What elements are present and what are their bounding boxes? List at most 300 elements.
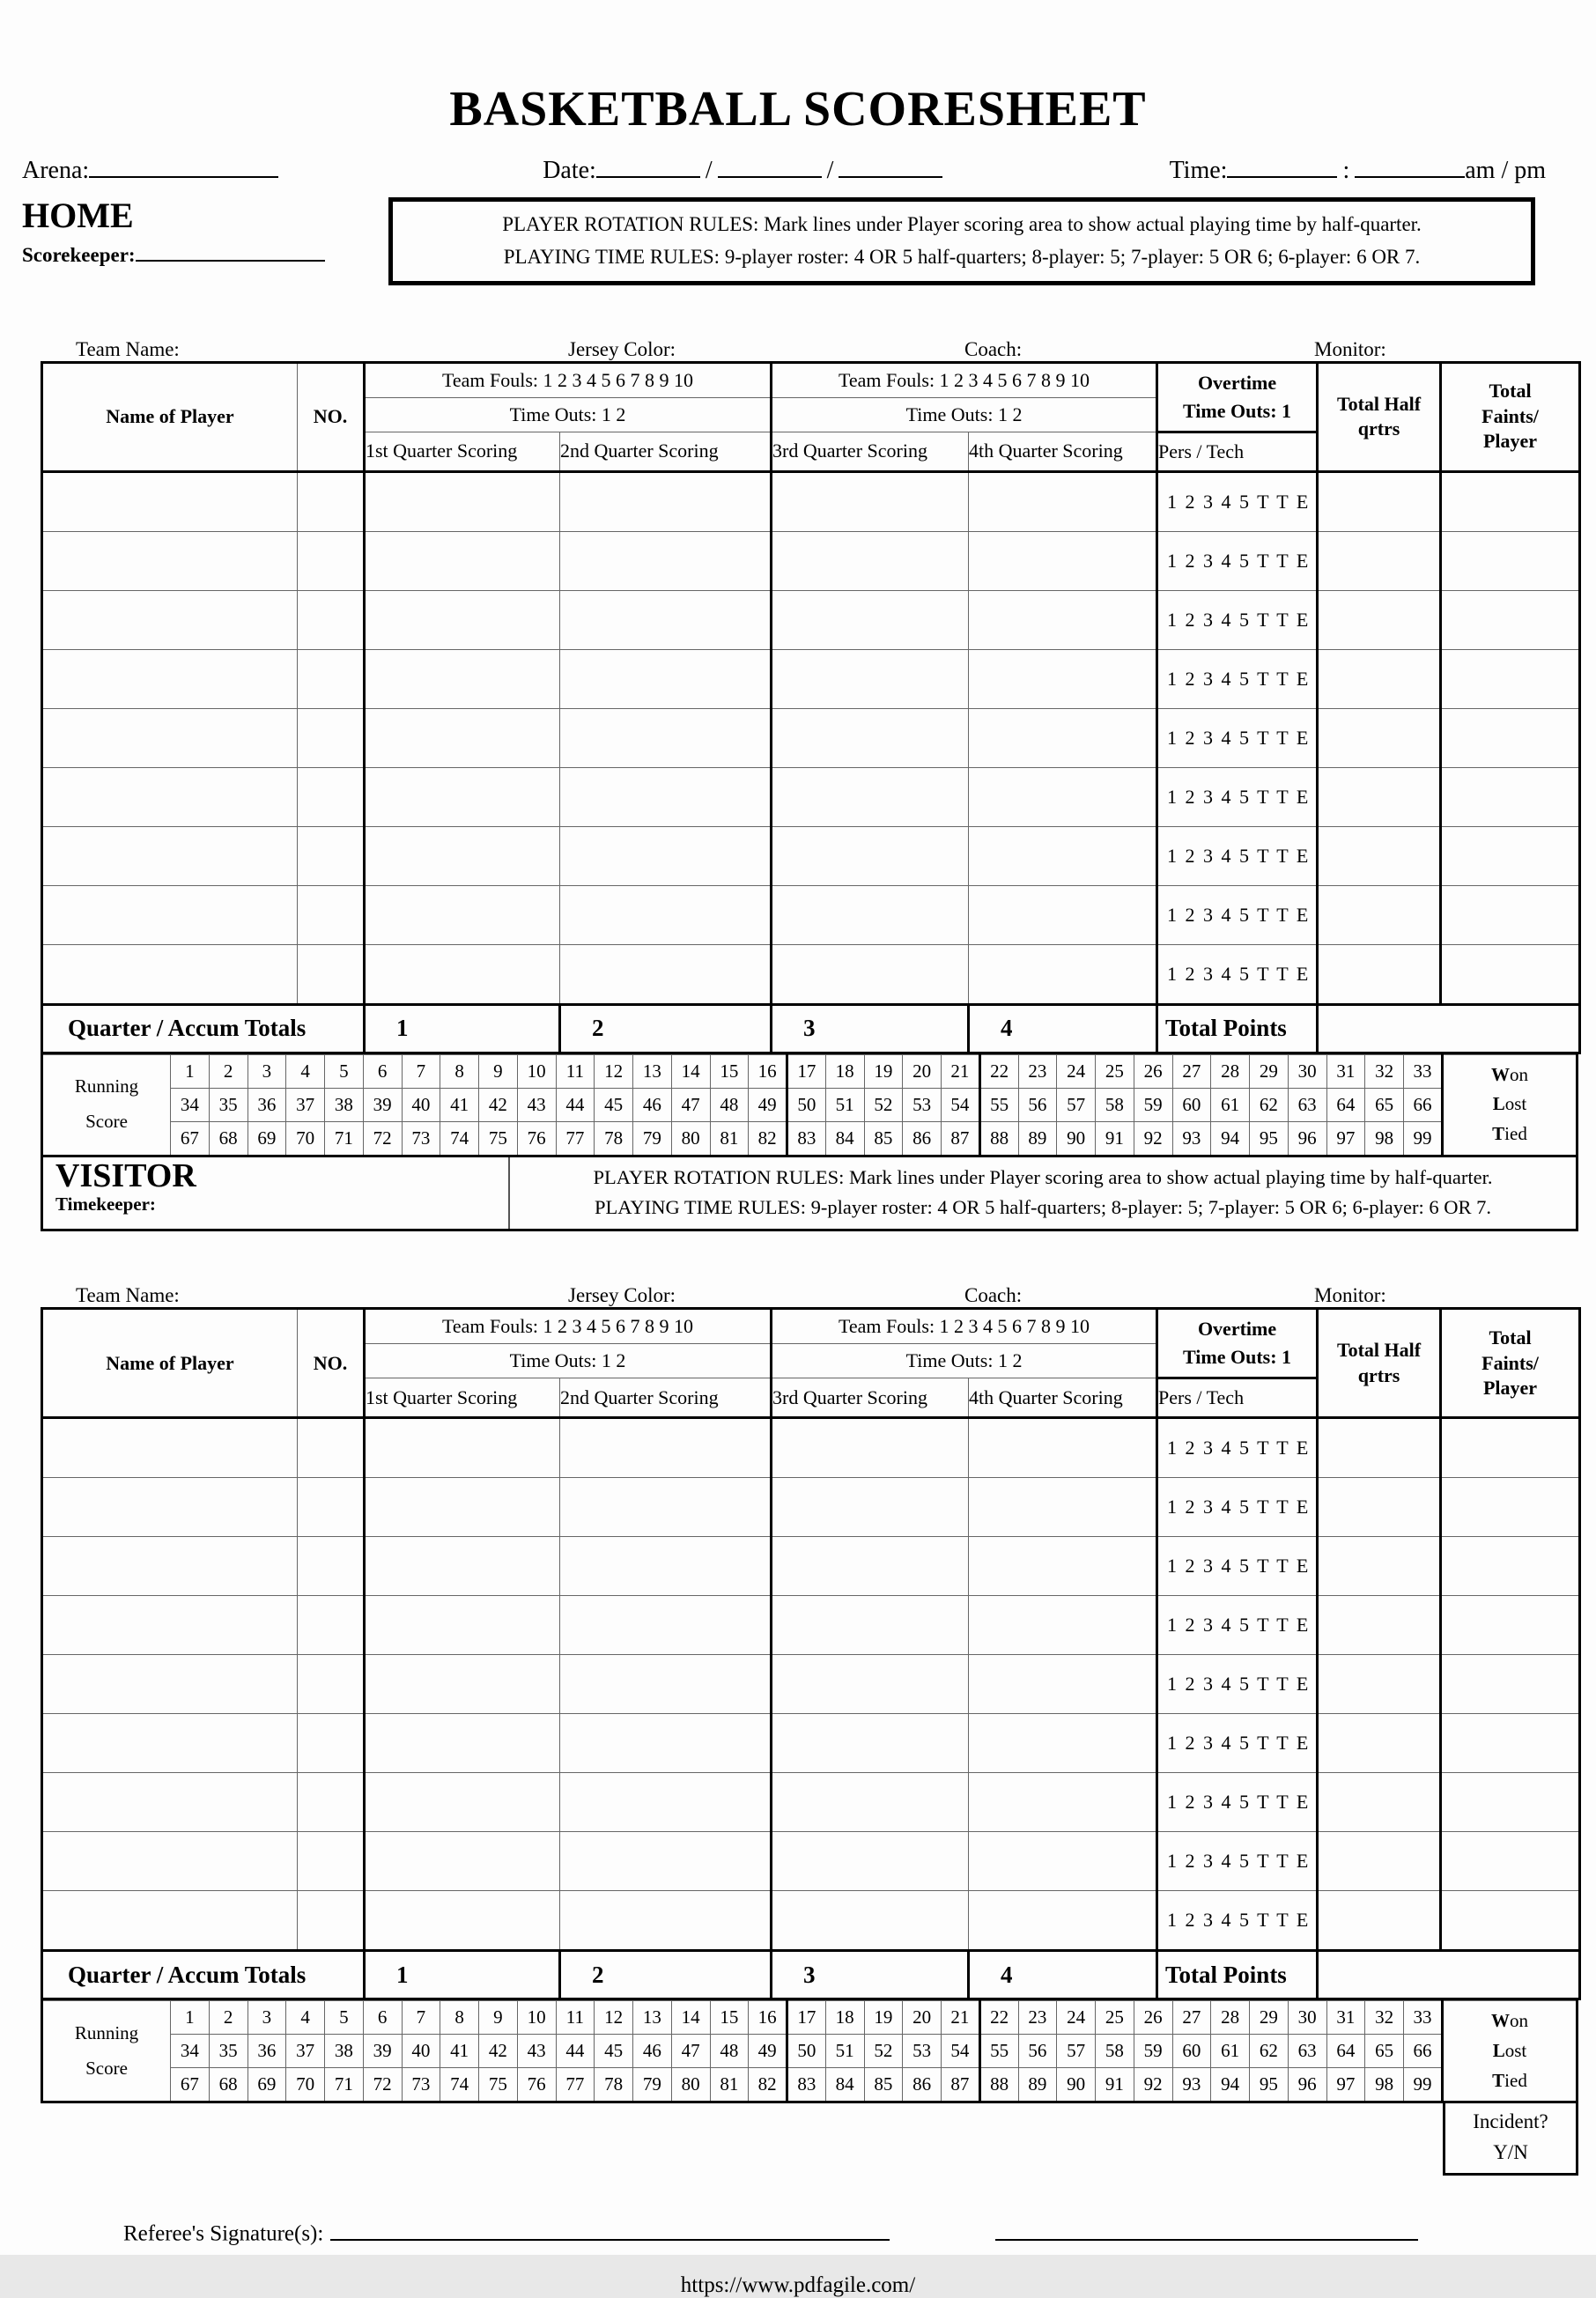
running-score-number[interactable]: 22 [979,1054,1018,1088]
player-faints-cell[interactable] [1441,1891,1580,1951]
running-score-number[interactable]: 92 [1134,2068,1172,2102]
player-pers-cell[interactable]: 1 2 3 4 5 T T E [1157,1832,1318,1891]
running-score-number[interactable]: 46 [633,1088,672,1121]
player-name-cell[interactable] [42,944,298,1004]
player-no-cell[interactable] [298,1655,365,1714]
player-q4-cell[interactable] [969,1773,1157,1832]
running-score-number[interactable]: 39 [363,2035,402,2068]
running-score-number[interactable]: 90 [1057,1121,1096,1156]
running-score-number[interactable]: 42 [479,2035,518,2068]
player-faints-cell[interactable] [1441,471,1580,531]
player-q2-cell[interactable] [560,1418,772,1478]
player-q1-cell[interactable] [365,649,560,708]
running-score-number[interactable]: 61 [1211,1088,1250,1121]
player-q2-cell[interactable] [560,767,772,826]
player-q2-cell[interactable] [560,649,772,708]
total-points-cell[interactable] [1318,1004,1580,1053]
running-score-number[interactable]: 39 [363,1088,402,1121]
running-score-number[interactable]: 80 [671,1121,710,1156]
running-score-number[interactable]: 51 [825,1088,864,1121]
running-score-number[interactable]: 66 [1404,1088,1443,1121]
player-name-cell[interactable] [42,767,298,826]
player-q1-cell[interactable] [365,1891,560,1951]
player-half-cell[interactable] [1318,649,1441,708]
running-score-number[interactable]: 47 [671,2035,710,2068]
running-score-number[interactable]: 11 [556,2001,595,2035]
result-option[interactable]: Tied [1492,1122,1527,1144]
player-pers-cell[interactable]: 1 2 3 4 5 T T E [1157,531,1318,590]
running-score-number[interactable]: 68 [209,2068,248,2102]
player-faints-cell[interactable] [1441,1655,1580,1714]
running-score-number[interactable]: 19 [864,2001,903,2035]
timeouts-scale-2nd-half[interactable]: Time Outs: 1 2 [772,1344,1157,1378]
player-faints-cell[interactable] [1441,1537,1580,1596]
q1-total-cell[interactable]: 1 [365,1951,560,1999]
running-score-number[interactable]: 73 [402,1121,440,1156]
player-q3-cell[interactable] [772,767,969,826]
player-q3-cell[interactable] [772,1655,969,1714]
player-q4-cell[interactable] [969,1655,1157,1714]
running-score-number[interactable]: 60 [1172,2035,1211,2068]
player-pers-cell[interactable]: 1 2 3 4 5 T T E [1157,708,1318,767]
running-score-number[interactable]: 29 [1250,2001,1289,2035]
player-no-cell[interactable] [298,1714,365,1773]
player-faints-cell[interactable] [1441,1596,1580,1655]
player-pers-cell[interactable]: 1 2 3 4 5 T T E [1157,885,1318,944]
running-score-number[interactable]: 33 [1404,1054,1443,1088]
won-lost-tied-box[interactable] [1443,1054,1578,1156]
running-score-number[interactable]: 64 [1326,1088,1365,1121]
player-q1-cell[interactable] [365,826,560,885]
player-q1-cell[interactable] [365,1596,560,1655]
result-option[interactable]: Won [1491,2010,1528,2032]
result-option[interactable]: Won [1491,1063,1528,1085]
player-half-cell[interactable] [1318,1891,1441,1951]
player-q4-cell[interactable] [969,1891,1157,1951]
running-score-number[interactable]: 78 [595,2068,633,2102]
running-score-number[interactable]: 35 [209,1088,248,1121]
running-score-number[interactable]: 95 [1250,2068,1289,2102]
running-score-number[interactable]: 49 [749,2035,787,2068]
running-score-number[interactable]: 37 [286,2035,325,2068]
running-score-number[interactable]: 71 [325,1121,364,1156]
player-pers-cell[interactable]: 1 2 3 4 5 T T E [1157,944,1318,1004]
running-score-number[interactable]: 28 [1211,2001,1250,2035]
player-q3-cell[interactable] [772,1478,969,1537]
running-score-number[interactable]: 36 [248,1088,286,1121]
player-half-cell[interactable] [1318,1714,1441,1773]
player-faints-cell[interactable] [1441,1714,1580,1773]
player-q4-cell[interactable] [969,1478,1157,1537]
q1-total-cell[interactable]: 1 [365,1004,560,1053]
player-q3-cell[interactable] [772,531,969,590]
time-minute-input[interactable] [1355,151,1465,178]
player-name-cell[interactable] [42,531,298,590]
running-score-number[interactable]: 67 [171,1121,210,1156]
running-score-number[interactable]: 94 [1211,1121,1250,1156]
player-q2-cell[interactable] [560,471,772,531]
player-q4-cell[interactable] [969,649,1157,708]
player-no-cell[interactable] [298,826,365,885]
player-q2-cell[interactable] [560,590,772,649]
running-score-number[interactable]: 23 [1018,1054,1057,1088]
running-score-number[interactable]: 21 [942,1054,980,1088]
running-score-number[interactable]: 84 [825,2068,864,2102]
running-score-number[interactable]: 77 [556,1121,595,1156]
player-pers-cell[interactable]: 1 2 3 4 5 T T E [1157,1478,1318,1537]
player-no-cell[interactable] [298,1537,365,1596]
running-score-number[interactable]: 68 [209,1121,248,1156]
player-half-cell[interactable] [1318,1478,1441,1537]
team-name-label[interactable]: Team Name: [76,1284,180,1307]
player-half-cell[interactable] [1318,885,1441,944]
q3-total-cell[interactable]: 3 [772,1004,969,1053]
player-half-cell[interactable] [1318,1596,1441,1655]
running-score-number[interactable]: 24 [1057,2001,1096,2035]
player-q2-cell[interactable] [560,531,772,590]
player-no-cell[interactable] [298,1596,365,1655]
running-score-number[interactable]: 65 [1365,1088,1404,1121]
running-score-number[interactable]: 4 [286,1054,325,1088]
player-q2-cell[interactable] [560,1891,772,1951]
running-score-number[interactable]: 2 [209,1054,248,1088]
player-q1-cell[interactable] [365,708,560,767]
running-score-number[interactable]: 59 [1134,1088,1172,1121]
running-score-number[interactable]: 76 [517,1121,556,1156]
player-q3-cell[interactable] [772,1537,969,1596]
running-score-number[interactable]: 43 [517,1088,556,1121]
player-half-cell[interactable] [1318,1537,1441,1596]
running-score-number[interactable]: 97 [1326,2068,1365,2102]
player-faints-cell[interactable] [1441,944,1580,1004]
player-no-cell[interactable] [298,1832,365,1891]
running-score-number[interactable]: 57 [1057,1088,1096,1121]
player-q3-cell[interactable] [772,1773,969,1832]
running-score-number[interactable]: 38 [325,2035,364,2068]
running-score-number[interactable]: 6 [363,2001,402,2035]
running-score-number[interactable]: 8 [440,1054,479,1088]
player-pers-cell[interactable]: 1 2 3 4 5 T T E [1157,1655,1318,1714]
running-score-number[interactable]: 16 [749,1054,787,1088]
player-name-cell[interactable] [42,1418,298,1478]
player-q2-cell[interactable] [560,1832,772,1891]
overtime-timeouts-header[interactable]: Overtime Time Outs: 1 [1157,362,1318,432]
player-faints-cell[interactable] [1441,531,1580,590]
running-score-number[interactable]: 6 [363,1054,402,1088]
running-score-number[interactable]: 18 [825,2001,864,2035]
running-score-number[interactable]: 54 [942,2035,980,2068]
coach-label[interactable]: Coach: [964,337,1023,360]
player-q3-cell[interactable] [772,1596,969,1655]
running-score-number[interactable]: 10 [517,1054,556,1088]
player-pers-cell[interactable]: 1 2 3 4 5 T T E [1157,1714,1318,1773]
running-score-number[interactable]: 89 [1018,2068,1057,2102]
player-q3-cell[interactable] [772,1714,969,1773]
player-half-cell[interactable] [1318,1773,1441,1832]
running-score-number[interactable]: 46 [633,2035,672,2068]
running-score-number[interactable]: 7 [402,1054,440,1088]
running-score-number[interactable]: 98 [1365,1121,1404,1156]
player-q4-cell[interactable] [969,471,1157,531]
player-faints-cell[interactable] [1441,1773,1580,1832]
player-q2-cell[interactable] [560,1596,772,1655]
player-q2-cell[interactable] [560,1478,772,1537]
running-score-number[interactable]: 87 [942,1121,980,1156]
running-score-number[interactable]: 64 [1326,2035,1365,2068]
running-score-number[interactable]: 30 [1288,1054,1326,1088]
running-score-number[interactable]: 65 [1365,2035,1404,2068]
team-fouls-scale-1st-half[interactable]: Team Fouls: 1 2 3 4 5 6 7 8 9 10 [365,362,772,397]
running-score-number[interactable]: 74 [440,2068,479,2102]
running-score-number[interactable]: 16 [749,2001,787,2035]
player-pers-cell[interactable]: 1 2 3 4 5 T T E [1157,1891,1318,1951]
running-score-number[interactable]: 70 [286,2068,325,2102]
player-half-cell[interactable] [1318,1655,1441,1714]
player-name-cell[interactable] [42,1891,298,1951]
player-name-cell[interactable] [42,1596,298,1655]
player-no-cell[interactable] [298,471,365,531]
date-month-input[interactable] [596,151,700,178]
running-score-number[interactable]: 5 [325,1054,364,1088]
running-score-number[interactable]: 52 [864,1088,903,1121]
running-score-number[interactable]: 1 [171,2001,210,2035]
running-score-number[interactable]: 43 [517,2035,556,2068]
running-score-number[interactable]: 9 [479,2001,518,2035]
running-score-number[interactable]: 30 [1288,2001,1326,2035]
running-score-number[interactable]: 26 [1134,2001,1172,2035]
running-score-number[interactable]: 34 [171,1088,210,1121]
running-score-number[interactable]: 50 [787,1088,826,1121]
player-q4-cell[interactable] [969,1714,1157,1773]
running-score-number[interactable]: 41 [440,1088,479,1121]
running-score-number[interactable]: 89 [1018,1121,1057,1156]
running-score-number[interactable]: 32 [1365,1054,1404,1088]
running-score-number[interactable]: 31 [1326,2001,1365,2035]
running-score-number[interactable]: 7 [402,2001,440,2035]
running-score-number[interactable]: 79 [633,2068,672,2102]
running-score-number[interactable]: 93 [1172,1121,1211,1156]
running-score-number[interactable]: 75 [479,2068,518,2102]
player-faints-cell[interactable] [1441,826,1580,885]
player-pers-cell[interactable]: 1 2 3 4 5 T T E [1157,767,1318,826]
date-year-input[interactable] [839,151,942,178]
running-score-number[interactable]: 27 [1172,1054,1211,1088]
player-no-cell[interactable] [298,1891,365,1951]
monitor-label[interactable]: Monitor: [1314,337,1386,360]
running-score-number[interactable]: 36 [248,2035,286,2068]
player-q1-cell[interactable] [365,1714,560,1773]
running-score-number[interactable]: 26 [1134,1054,1172,1088]
player-q1-cell[interactable] [365,531,560,590]
player-q1-cell[interactable] [365,944,560,1004]
running-score-number[interactable]: 12 [595,2001,633,2035]
running-score-number[interactable]: 50 [787,2035,826,2068]
running-score-number[interactable]: 13 [633,2001,672,2035]
running-score-number[interactable]: 88 [979,1121,1018,1156]
running-score-number[interactable]: 45 [595,2035,633,2068]
running-score-number[interactable]: 83 [787,1121,826,1156]
running-score-number[interactable]: 61 [1211,2035,1250,2068]
result-option[interactable]: Tied [1492,2069,1527,2091]
running-score-number[interactable]: 57 [1057,2035,1096,2068]
running-score-number[interactable]: 15 [710,1054,749,1088]
running-score-number[interactable]: 10 [517,2001,556,2035]
q2-total-cell[interactable]: 2 [560,1004,772,1053]
player-no-cell[interactable] [298,767,365,826]
player-faints-cell[interactable] [1441,1478,1580,1537]
running-score-number[interactable]: 19 [864,1054,903,1088]
player-faints-cell[interactable] [1441,885,1580,944]
running-score-number[interactable]: 63 [1288,1088,1326,1121]
won-lost-tied-box[interactable] [1443,2001,1578,2102]
running-score-number[interactable]: 69 [248,1121,286,1156]
ampm-label[interactable]: am / pm [1465,157,1546,184]
running-score-number[interactable]: 18 [825,1054,864,1088]
player-pers-cell[interactable]: 1 2 3 4 5 T T E [1157,1418,1318,1478]
result-option[interactable]: Lost [1492,2040,1527,2062]
running-score-number[interactable]: 52 [864,2035,903,2068]
player-faints-cell[interactable] [1441,590,1580,649]
player-half-cell[interactable] [1318,708,1441,767]
running-score-number[interactable]: 59 [1134,2035,1172,2068]
team-fouls-scale-2nd-half[interactable]: Team Fouls: 1 2 3 4 5 6 7 8 9 10 [772,1309,1157,1344]
running-score-number[interactable]: 72 [363,2068,402,2102]
player-faints-cell[interactable] [1441,1832,1580,1891]
running-score-number[interactable]: 49 [749,1088,787,1121]
player-no-cell[interactable] [298,944,365,1004]
q2-total-cell[interactable]: 2 [560,1951,772,1999]
running-score-number[interactable]: 42 [479,1088,518,1121]
running-score-number[interactable]: 88 [979,2068,1018,2102]
player-q2-cell[interactable] [560,708,772,767]
player-q4-cell[interactable] [969,1832,1157,1891]
running-score-number[interactable]: 20 [903,1054,942,1088]
running-score-number[interactable]: 54 [942,1088,980,1121]
running-score-number[interactable]: 62 [1250,2035,1289,2068]
player-half-cell[interactable] [1318,590,1441,649]
player-q4-cell[interactable] [969,1596,1157,1655]
running-score-number[interactable]: 99 [1404,2068,1443,2102]
jersey-color-label[interactable]: Jersey Color: [568,1284,676,1307]
player-q3-cell[interactable] [772,885,969,944]
player-q1-cell[interactable] [365,1655,560,1714]
player-faints-cell[interactable] [1441,1418,1580,1478]
player-pers-cell[interactable]: 1 2 3 4 5 T T E [1157,826,1318,885]
running-score-number[interactable]: 29 [1250,1054,1289,1088]
running-score-number[interactable]: 75 [479,1121,518,1156]
player-name-cell[interactable] [42,1714,298,1773]
running-score-number[interactable]: 31 [1326,1054,1365,1088]
running-score-number[interactable]: 17 [787,1054,826,1088]
player-q3-cell[interactable] [772,1832,969,1891]
player-q3-cell[interactable] [772,649,969,708]
player-half-cell[interactable] [1318,1832,1441,1891]
running-score-number[interactable]: 82 [749,1121,787,1156]
player-q4-cell[interactable] [969,1537,1157,1596]
running-score-number[interactable]: 3 [248,2001,286,2035]
player-q1-cell[interactable] [365,1537,560,1596]
running-score-number[interactable]: 66 [1404,2035,1443,2068]
player-q1-cell[interactable] [365,1478,560,1537]
player-name-cell[interactable] [42,1537,298,1596]
running-score-number[interactable]: 96 [1288,2068,1326,2102]
player-q1-cell[interactable] [365,767,560,826]
running-score-number[interactable]: 81 [710,1121,749,1156]
player-q3-cell[interactable] [772,590,969,649]
running-score-number[interactable]: 45 [595,1088,633,1121]
running-score-number[interactable]: 76 [517,2068,556,2102]
running-score-number[interactable]: 44 [556,2035,595,2068]
player-no-cell[interactable] [298,1418,365,1478]
player-faints-cell[interactable] [1441,767,1580,826]
player-q2-cell[interactable] [560,826,772,885]
timeouts-scale-1st-half[interactable]: Time Outs: 1 2 [365,397,772,432]
coach-label[interactable]: Coach: [964,1284,1023,1307]
total-points-cell[interactable] [1318,1951,1580,1999]
scorekeeper-input[interactable] [136,240,325,262]
running-score-number[interactable]: 97 [1326,1121,1365,1156]
player-no-cell[interactable] [298,1478,365,1537]
running-score-number[interactable]: 33 [1404,2001,1443,2035]
player-half-cell[interactable] [1318,767,1441,826]
running-score-number[interactable]: 80 [671,2068,710,2102]
player-pers-cell[interactable]: 1 2 3 4 5 T T E [1157,590,1318,649]
running-score-number[interactable]: 11 [556,1054,595,1088]
running-score-number[interactable]: 24 [1057,1054,1096,1088]
running-score-number[interactable]: 82 [749,2068,787,2102]
player-pers-cell[interactable]: 1 2 3 4 5 T T E [1157,649,1318,708]
referee-signature-input-2[interactable] [995,2214,1418,2241]
running-score-number[interactable]: 72 [363,1121,402,1156]
running-score-number[interactable]: 70 [286,1121,325,1156]
player-no-cell[interactable] [298,708,365,767]
player-name-cell[interactable] [42,885,298,944]
running-score-number[interactable]: 4 [286,2001,325,2035]
q3-total-cell[interactable]: 3 [772,1951,969,1999]
running-score-number[interactable]: 62 [1250,1088,1289,1121]
running-score-number[interactable]: 55 [979,2035,1018,2068]
running-score-number[interactable]: 53 [903,1088,942,1121]
running-score-number[interactable]: 22 [979,2001,1018,2035]
timeouts-scale-1st-half[interactable]: Time Outs: 1 2 [365,1344,772,1378]
running-score-number[interactable]: 1 [171,1054,210,1088]
player-q4-cell[interactable] [969,531,1157,590]
running-score-number[interactable]: 58 [1096,2035,1134,2068]
running-score-number[interactable]: 73 [402,2068,440,2102]
running-score-number[interactable]: 44 [556,1088,595,1121]
running-score-number[interactable]: 60 [1172,1088,1211,1121]
player-q4-cell[interactable] [969,1418,1157,1478]
running-score-number[interactable]: 32 [1365,2001,1404,2035]
running-score-number[interactable]: 3 [248,1054,286,1088]
player-half-cell[interactable] [1318,944,1441,1004]
running-score-number[interactable]: 25 [1096,1054,1134,1088]
timeouts-scale-2nd-half[interactable]: Time Outs: 1 2 [772,397,1157,432]
running-score-number[interactable]: 56 [1018,2035,1057,2068]
player-q4-cell[interactable] [969,885,1157,944]
player-pers-cell[interactable]: 1 2 3 4 5 T T E [1157,1537,1318,1596]
running-score-number[interactable]: 63 [1288,2035,1326,2068]
running-score-number[interactable]: 78 [595,1121,633,1156]
running-score-number[interactable]: 15 [710,2001,749,2035]
player-q4-cell[interactable] [969,826,1157,885]
site-link[interactable]: https://www.pdfagile.com/ [680,2272,916,2297]
running-score-number[interactable]: 14 [671,1054,710,1088]
running-score-number[interactable]: 41 [440,2035,479,2068]
player-q1-cell[interactable] [365,1773,560,1832]
player-q1-cell[interactable] [365,1832,560,1891]
player-q2-cell[interactable] [560,1714,772,1773]
